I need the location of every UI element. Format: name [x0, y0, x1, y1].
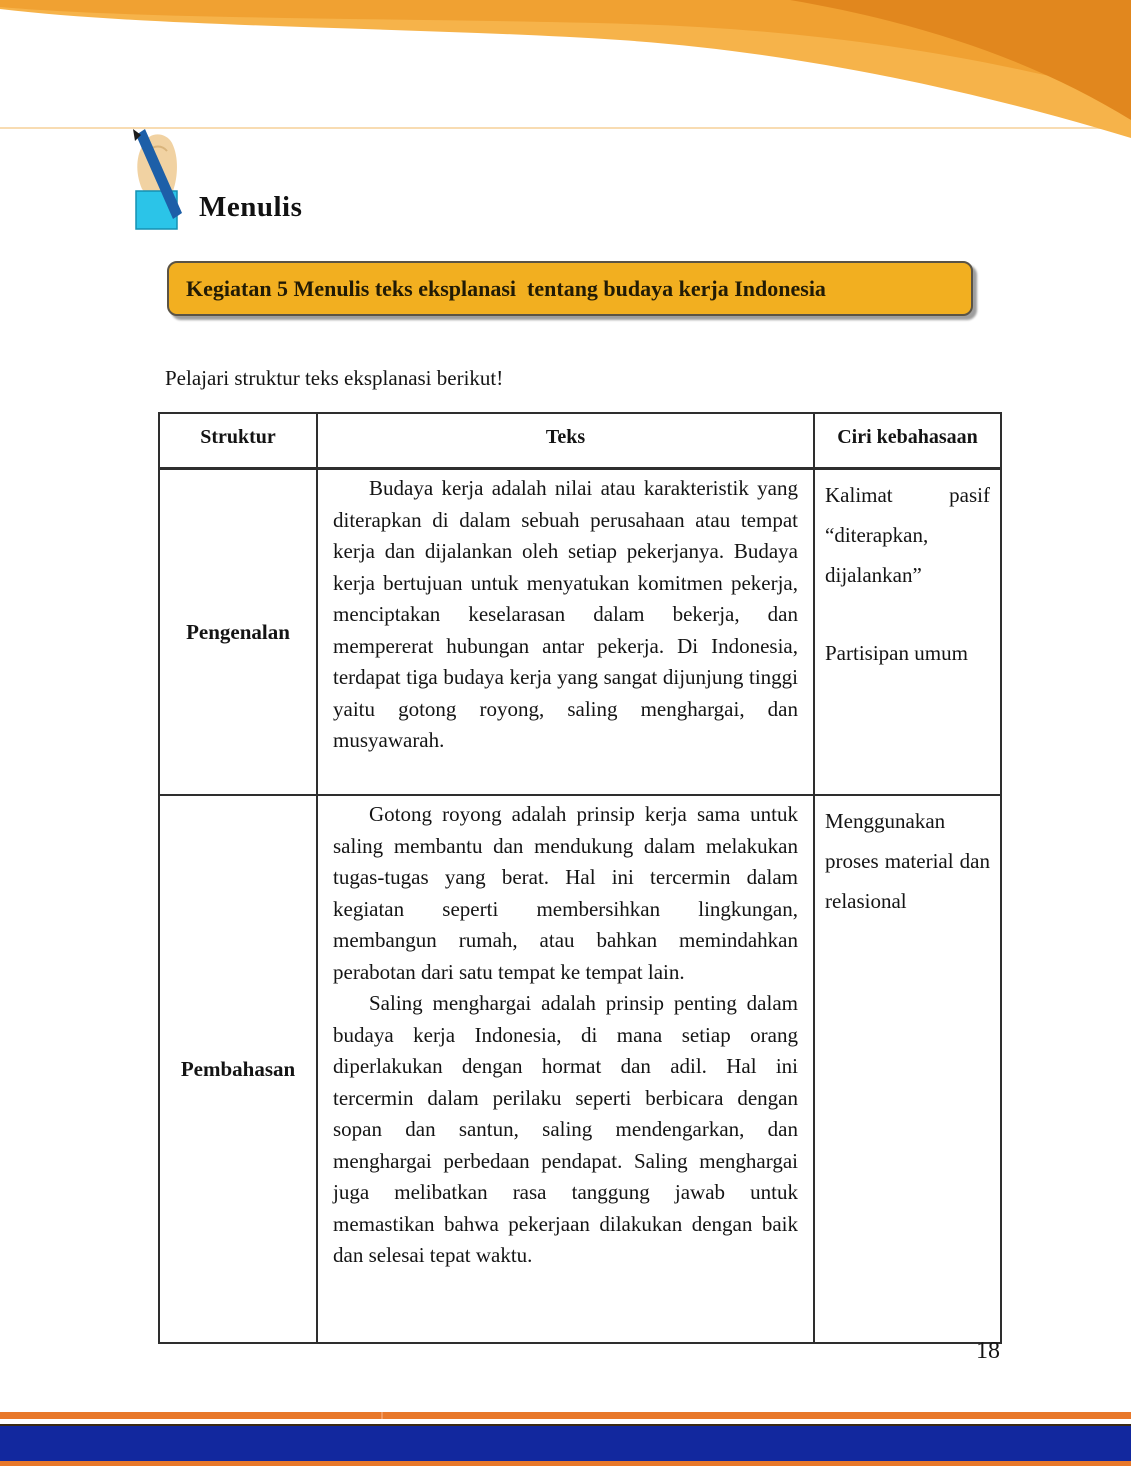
header-swoosh-graphic — [0, 0, 1131, 140]
table-header-row — [159, 413, 1001, 469]
teks-cell — [317, 469, 814, 796]
teks-cell — [317, 795, 814, 1343]
page-number: 18 — [976, 1338, 1000, 1364]
ciri-cell — [814, 469, 1001, 796]
structure-table-body — [159, 469, 1001, 1344]
struktur-cell: Pembahasan — [159, 795, 317, 1343]
ciri-cell — [814, 795, 1001, 1343]
struktur-cell: Pengenalan — [159, 469, 317, 796]
structure-table-wrap — [158, 412, 1002, 1344]
structure-table — [158, 412, 1002, 1344]
ciri-paragraph: Kalimat pasif “diterapkan, dijalankan” — [825, 483, 990, 587]
col-header-ciri-kebahasaan: Ciri kebahasaan — [814, 413, 1001, 469]
footer-bar-seam — [381, 1412, 383, 1419]
footer-blue-bar — [0, 1424, 1131, 1461]
writing-hand-pencil-icon — [126, 127, 188, 231]
teks-paragraph: Saling menghargai adalah prinsip penting dalam budaya kerja Indonesia, di mana setiap orang diperlakukan dengan hormat dan adil. Hal ini tercermin dalam perilaku seperti berbicara dengan sopan dan santun, saling mendengarkan, dan menghargai perbedaan pendapat. Saling menghargai juga melibatkan rasa tanggung jawab untuk memastikan bahwa pekerjaan dilakukan dengan baik dan selesai tepat waktu. — [333, 991, 798, 1267]
section-title: Menulis — [199, 191, 303, 223]
activity-banner-label: Kegiatan 5 Menulis teks eksplanasi tentang budaya kerja Indonesia — [186, 275, 826, 301]
table-row — [159, 469, 1001, 796]
col-header-teks: Teks — [317, 413, 814, 469]
footer-bottom-orange-strip — [0, 1461, 1131, 1466]
ciri-paragraph: Partisipan umum — [825, 641, 968, 665]
activity-banner — [167, 261, 973, 316]
intro-text: Pelajari struktur teks eksplanasi berikut! — [165, 366, 504, 390]
table-row — [159, 795, 1001, 1343]
teks-paragraph: Gotong royong adalah prinsip kerja sama untuk saling membantu dan mendukung dalam melakukan tugas-tugas yang berat. Hal ini tercermin dalam kegiatan seperti membersihkan lingkungan, membangun rumah, atau bahkan memindahkan perabotan dari satu tempat ke tempat lain. — [333, 802, 798, 984]
footer-orange-bar — [0, 1412, 1131, 1419]
ciri-paragraph: Menggunakan proses material dan relasional — [825, 809, 990, 913]
col-header-struktur: Struktur — [159, 413, 317, 469]
teks-paragraph: Budaya kerja adalah nilai atau karakteristik yang diterapkan di dalam sebuah perusahaan atau tempat kerja dan dijalankan oleh setiap pekerjanya. Budaya kerja bertujuan untuk menyatukan komitmen pekerja, menciptakan keselarasan dalam bekerja, dan mempererat hubungan antar pekerja. Di Indonesia, terdapat tiga budaya kerja yang sangat dijunjung tinggi yaitu gotong royong, saling menghargai, dan musyawarah. — [333, 476, 798, 752]
